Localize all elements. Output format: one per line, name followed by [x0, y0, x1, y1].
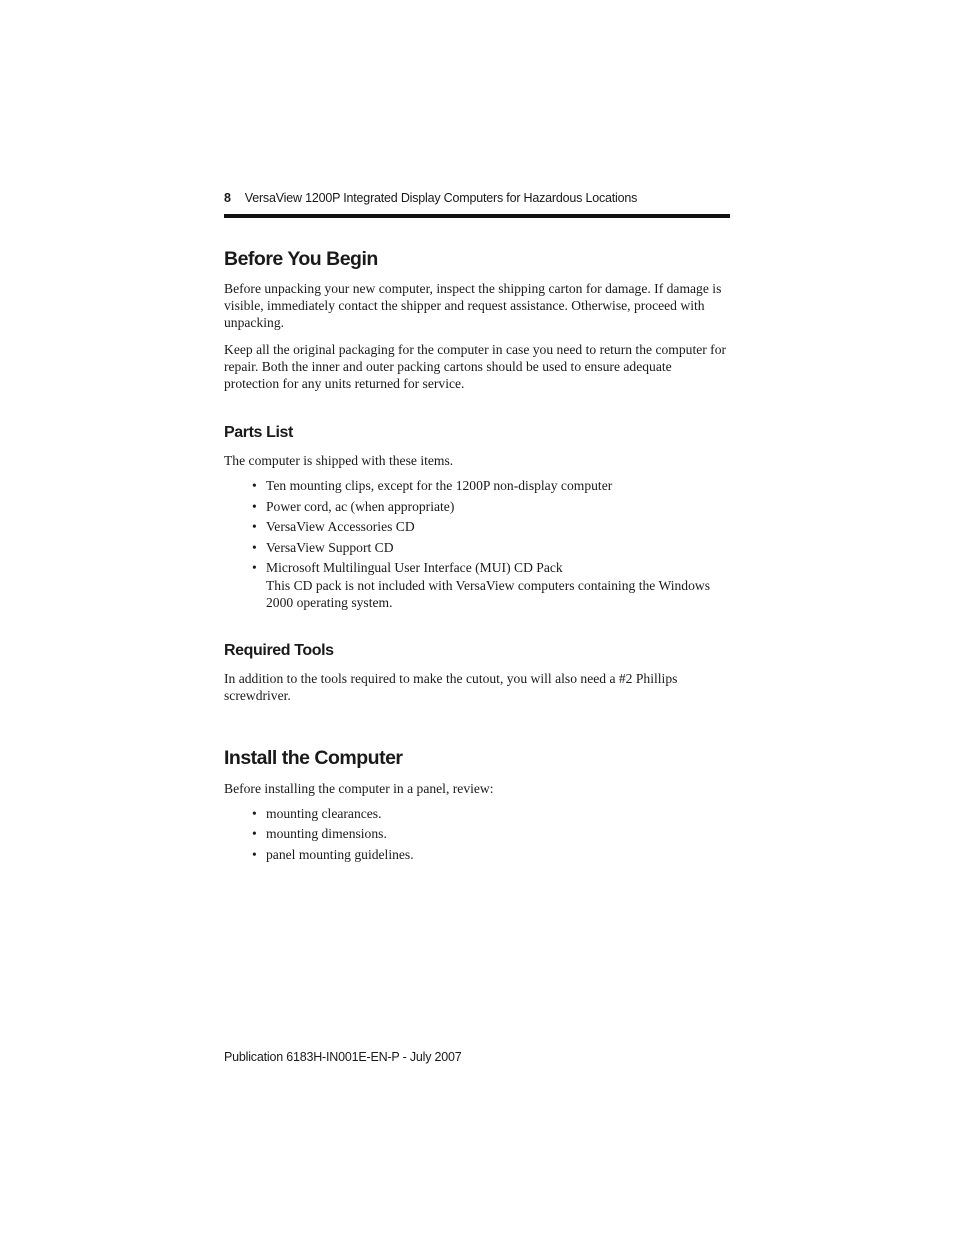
running-title: VersaView 1200P Integrated Display Computers for Hazardous Locations — [244, 191, 638, 205]
bullet-glyph: • — [252, 805, 257, 821]
heading-install-the-computer: Install the Computer — [224, 746, 403, 769]
header-rule — [224, 214, 730, 218]
bullet-glyph: • — [252, 478, 257, 493]
required-tools-text: In addition to the tools required to make the cutout, you will also need a #2 Phillips screwdriver. — [224, 670, 678, 703]
install-intro: Before installing the computer in a panel, review: — [224, 780, 494, 796]
publication-footer: Publication 6183H-IN001E-EN-P - July 2007 — [224, 1050, 462, 1064]
install-review-list — [224, 805, 730, 864]
bullet-glyph: • — [252, 539, 257, 555]
page-number: 8 — [224, 191, 231, 205]
list-item — [252, 559, 730, 612]
list-item-text: Ten mounting clips, except for the 1200P non-display computer — [266, 478, 613, 493]
list-item-note: This CD pack is not included with VersaView computers containing the Windows 2000 operating system. — [266, 577, 711, 610]
list-item-text: Microsoft Multilingual User Interface (MUI) CD Pack — [266, 560, 563, 575]
heading-required-tools: Required Tools — [224, 641, 334, 659]
parts-list — [224, 477, 730, 612]
paragraph-keep-packaging: Keep all the original packaging for the computer in case you need to return the computer for repair. Both the inner and outer packing cartons should be used to ensure adequate protection for any units returned for service. — [224, 342, 727, 391]
running-header — [224, 191, 730, 205]
list-item-text: Power cord, ac (when appropriate) — [266, 498, 455, 514]
list-item-text: panel mounting guidelines. — [266, 846, 414, 862]
list-item — [252, 539, 730, 557]
list-item — [252, 477, 730, 495]
list-item-text: VersaView Support CD — [266, 539, 394, 555]
page-content — [224, 245, 730, 866]
bullet-glyph: • — [252, 826, 257, 841]
bullet-glyph: • — [252, 846, 257, 862]
list-item — [252, 846, 730, 864]
list-item-text: mounting dimensions. — [266, 826, 387, 841]
list-item — [252, 498, 730, 516]
heading-parts-list: Parts List — [224, 424, 293, 441]
heading-before-you-begin: Before You Begin — [224, 248, 378, 270]
list-item — [252, 825, 730, 843]
paragraph-inspect-carton: Before unpacking your new computer, inspect the shipping carton for damage. If damage is visible, immediately contact the shipper and request assistance. Otherwise, proceed with unpacking. — [224, 281, 722, 330]
list-item-text: mounting clearances. — [266, 805, 382, 821]
list-item-text: VersaView Accessories CD — [266, 519, 415, 534]
list-item — [252, 805, 730, 823]
bullet-glyph: • — [252, 519, 257, 534]
parts-list-intro: The computer is shipped with these items. — [224, 453, 454, 468]
list-item — [252, 518, 730, 536]
bullet-glyph: • — [252, 498, 257, 514]
bullet-glyph: • — [252, 560, 257, 575]
